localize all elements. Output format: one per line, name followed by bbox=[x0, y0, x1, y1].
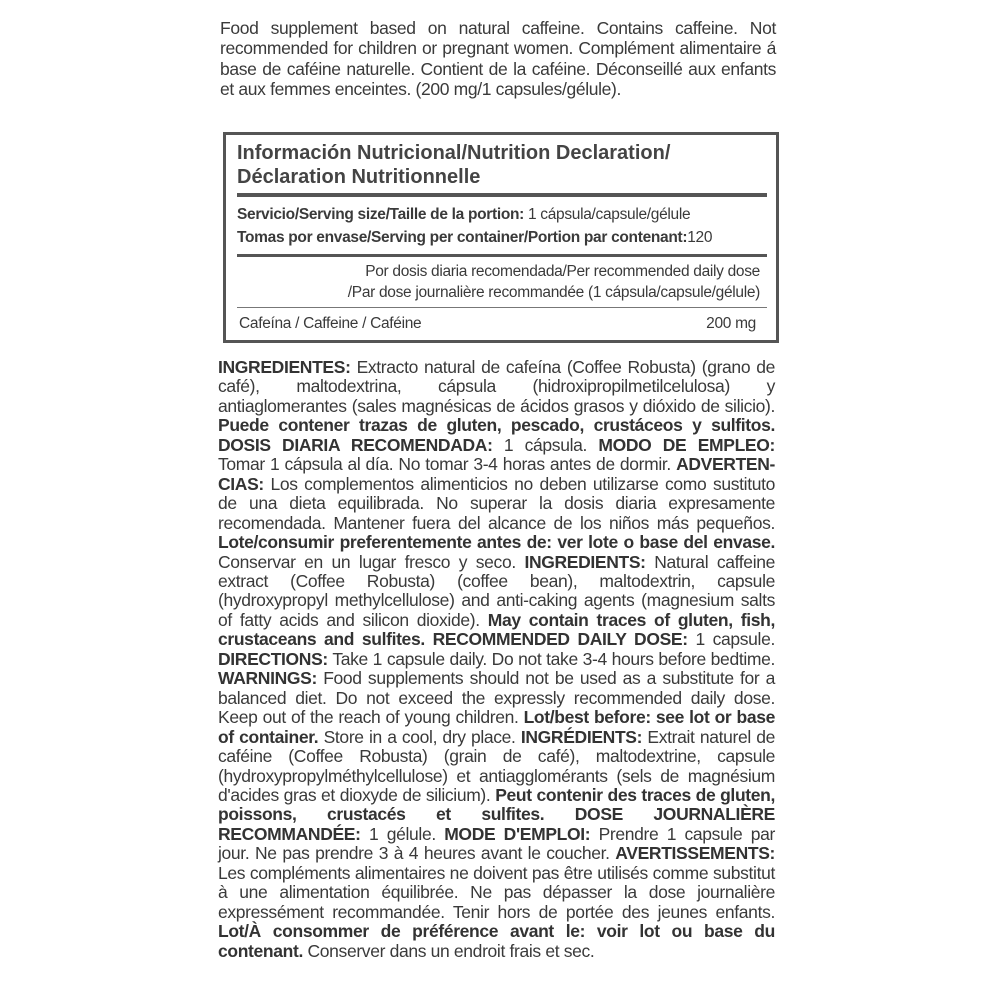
serving-size-row bbox=[237, 205, 690, 225]
label-heading-segment: Lot/À consommer de préférence avant le: voir lot ou base du contenant. bbox=[218, 921, 775, 961]
nutrition-divider-thick bbox=[237, 193, 767, 197]
label-heading-segment: May contain traces of gluten, fish, crustaceans and sulfites. RECOMMENDED DAILY DOSE: bbox=[218, 609, 775, 650]
label-text-segment: Food supplements should not be used as a substitute for a balanced diet. Do not exceed the expressly recommended daily dose. Keep out of the reach of young children. bbox=[218, 668, 775, 728]
label-heading-segment: Lote/consumir preferentemente antes de: ver lote o base del envase. bbox=[218, 532, 775, 553]
label-heading-segment: MODE D'EMPLOI: bbox=[444, 823, 591, 844]
nutrition-table-title: Información Nutricional/Nutrition Declaration/ Déclaration Nutritionnelle bbox=[237, 142, 671, 188]
label-text-segment: 1 cápsula. bbox=[492, 434, 599, 455]
nutrient-name: Cafeína / Caffeine / Caféine bbox=[239, 315, 422, 332]
label-heading-segment: INGRÉDIENTS: bbox=[520, 726, 643, 747]
label-text-segment: Los complementos alimenticios no deben utilizarse como sustituto de una dieta equilibrada. No superar la dosis diaria expresamente recomendada. Mantener fuera del alcance de los niños más pequeños. bbox=[218, 473, 775, 533]
serving-size-value: 1 cápsula/capsule/gélule bbox=[524, 206, 691, 223]
label-heading-segment: Peut contenir des traces de gluten, poissons, crustacés et sulfites. DOSE JOURNALIÈRE RECOMMANDÉE: bbox=[218, 784, 775, 844]
label-heading-segment: AVERTISSEMENTS: bbox=[615, 843, 775, 864]
ingredients-text-block bbox=[218, 358, 775, 961]
label-heading-segment: INGREDIENTS: bbox=[524, 551, 646, 572]
servings-per-container-value: 120 bbox=[687, 229, 713, 246]
label-text-segment: Prendre 1 capsule par jour. Ne pas prendre 3 à 4 heures avant le coucher. bbox=[218, 823, 775, 864]
label-heading-segment: INGREDIENTES: bbox=[218, 357, 351, 377]
label-text-segment: Tomar 1 cápsula al día. No tomar 3-4 horas antes de dormir. bbox=[218, 454, 677, 475]
label-text-segment: Conservar en un lugar fresco y seco. bbox=[218, 551, 525, 572]
label-text-segment: Les compléments alimentaires ne doivent pas être utilisés comme substitut à une alimentation équilibrée. Ne pas dépasser la dose journalière expressément recommandée. Tenir hors de portée des jeunes enfants. bbox=[218, 862, 775, 922]
per-dose-header bbox=[348, 261, 760, 303]
per-dose-line-2: /Par dose journalière recommandée (1 cápsula/capsule/gélule) bbox=[347, 284, 760, 301]
label-text-segment: Conserver dans un endroit frais et sec. bbox=[302, 940, 595, 961]
label-text-segment: Natural caffeine extract (Coffee Robusta) (coffee bean), maltodextrin, capsule (hydroxypropyl methylcellulose) and anti-caking agents (magnesium salts of fatty acids and silicon dioxide). bbox=[218, 551, 775, 630]
label-text-segment: Take 1 capsule daily. Do not take 3-4 hours before bedtime. bbox=[327, 648, 775, 669]
label-heading-segment: MODO DE EMPLEO: bbox=[598, 434, 775, 455]
per-dose-line-1: Por dosis diaria recomendada/Per recommended daily dose bbox=[365, 263, 760, 280]
serving-size-label: Servicio/Serving size/Taille de la portion: bbox=[237, 206, 524, 223]
label-text-segment: 1 capsule. bbox=[687, 629, 775, 650]
intro-text: Food supplement based on natural caffeine. Contains caffeine. Not recommended for children or pregnant women. Complément alimentaire á base de caféine naturelle. Contient de la caféine. Déconseillé aux enfants et aux femmes enceintes. (200 mg/1 capsules/gélule). bbox=[220, 18, 776, 100]
nutrition-divider-medium bbox=[237, 254, 767, 257]
label-heading-segment: Puede contener trazas de gluten, pescado, crustáceos y sulfitos. DOSIS DIARIA RECOMENDADA: bbox=[218, 415, 775, 455]
servings-per-container-row bbox=[237, 228, 712, 248]
label-heading-segment: ADVERTEN-CIAS: bbox=[218, 454, 775, 494]
servings-per-container-label: Tomas por envase/Serving per container/Portion par contenant: bbox=[237, 229, 688, 246]
label-text-segment: Extracto natural de cafeína (Coffee Robusta) (grano de café), maltodextrina, cápsula (hidroxipropilmetilcelulosa) y antiaglomerantes (sales magnésicas de ácidos grasos y dióxido de silicio). bbox=[218, 357, 775, 416]
label-heading-segment: DIRECTIONS: bbox=[218, 648, 328, 669]
label-text-segment: Store in a cool, dry place. bbox=[318, 726, 521, 747]
label-heading-segment: Lot/best before: see lot or base of container. bbox=[218, 707, 775, 747]
label-heading-segment: WARNINGS: bbox=[218, 668, 317, 689]
nutrient-amount: 200 mg bbox=[706, 315, 756, 332]
nutrition-divider-thin bbox=[237, 307, 767, 308]
label-text-segment: 1 gélule. bbox=[360, 823, 445, 844]
nutrition-table bbox=[223, 132, 779, 343]
label-text-segment: Extrait naturel de caféine (Coffee Robusta) (grain de café), maltodextrine, capsule (hydroxypropylméthylcellulose) et antiagglomérants (sels de magnésium d'acides gras et dioxyde de silicium). bbox=[218, 726, 775, 805]
